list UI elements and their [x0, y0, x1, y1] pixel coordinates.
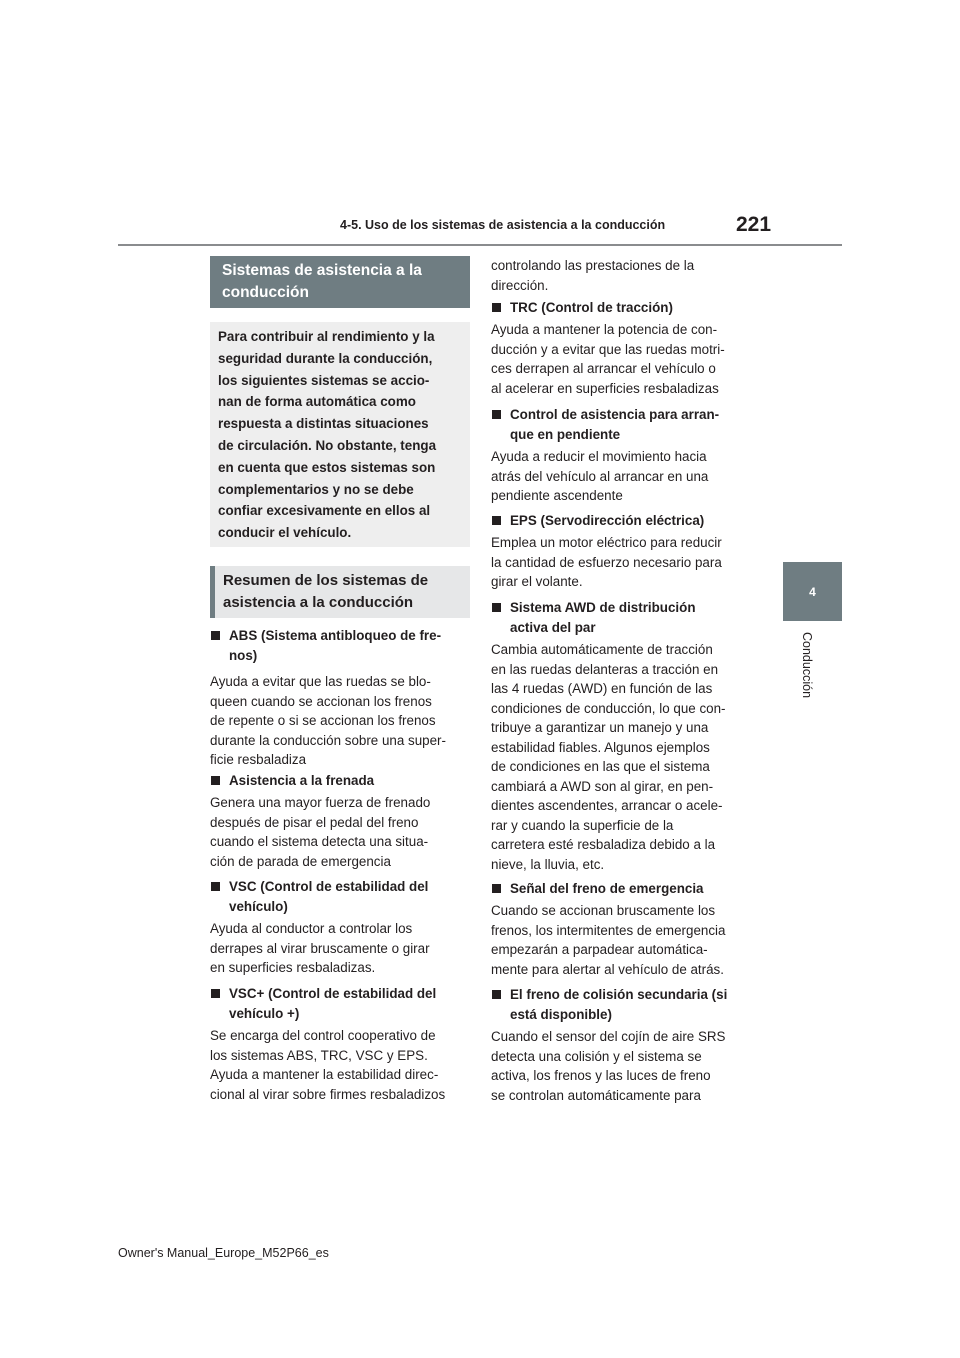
intro-box	[210, 322, 470, 547]
header-rule	[118, 244, 842, 246]
text-line: Se encarga del control cooperativo de	[210, 1028, 436, 1043]
chapter-label: Conducción	[800, 632, 814, 699]
text-line: en las ruedas delanteras a tracción en	[491, 661, 719, 677]
item-description	[210, 1026, 470, 1104]
chapter-tab	[783, 562, 842, 621]
running-header-title: 4-5. Uso de los sistemas de asistencia a la conducción	[340, 218, 666, 232]
item-title	[210, 771, 470, 791]
item-description	[491, 640, 747, 874]
chapter-side-label	[800, 632, 814, 712]
text-line: cional al virar sobre firmes resbaladizos	[210, 1086, 446, 1102]
text-line: nieve, la lluvia, etc.	[491, 856, 605, 872]
item-description	[491, 1027, 747, 1105]
text-line: Cuando el sensor del cojín de aire SRS	[491, 1029, 726, 1044]
text-line: girar el volante.	[491, 574, 583, 589]
square-bullet-icon	[211, 631, 220, 640]
item-title	[491, 298, 747, 318]
square-bullet-icon	[211, 776, 220, 785]
text-line: Emplea un motor eléctrico para reducir	[491, 535, 722, 550]
text-line: estabilidad fiables. Algunos ejemplos	[491, 739, 710, 755]
text-line: en cuenta que estos sistemas son	[218, 459, 436, 475]
text-line: de repente o si se accionan los frenos	[210, 713, 436, 728]
text-line: dientes ascendentes, arrancar o acele-	[491, 798, 723, 813]
text-line: VSC (Control de estabilidad del	[229, 879, 429, 894]
item-title	[491, 511, 747, 531]
text-line: Ayuda a mantener la estabilidad direc-	[210, 1067, 439, 1082]
text-line: seguridad durante la conducción,	[218, 350, 433, 366]
text-line: Cambia automáticamente de tracción	[491, 642, 713, 657]
text-line: Cuando se accionan bruscamente los	[491, 903, 716, 918]
text-line: cuando el sistema detecta una situa-	[210, 834, 429, 849]
text-line: después de pisar el pedal del freno	[210, 814, 419, 830]
text-line: controlando las prestaciones de la	[491, 258, 695, 273]
section-heading-summary: Resumen de los sistemas de asistencia a la conducción	[210, 566, 470, 618]
text-line: ABS (Sistema antibloqueo de fre-	[229, 628, 442, 643]
page-number: 221	[736, 213, 772, 236]
text-line: ducción y a evitar que las ruedas motri-	[491, 341, 725, 357]
text-line: TRC (Control de tracción)	[510, 300, 673, 315]
text-line: vehículo +)	[229, 1005, 300, 1021]
item-title	[210, 877, 470, 916]
text-line: complementarios y no se debe	[218, 481, 414, 497]
text-line: Ayuda a evitar que las ruedas se blo-	[210, 674, 431, 689]
square-bullet-icon	[492, 303, 501, 312]
text-line: El freno de colisión secundaria (si	[510, 987, 728, 1002]
text-line: ces derrapen al arrancar el vehículo o	[491, 361, 716, 376]
text-line: derrapes al virar bruscamente o girar	[210, 940, 430, 956]
text-line: los siguientes sistemas se accio-	[218, 372, 430, 388]
square-bullet-icon	[211, 882, 220, 891]
text-line: Ayuda a reducir el movimiento hacia	[491, 449, 707, 464]
text-line: nos)	[229, 647, 258, 663]
square-bullet-icon	[492, 410, 501, 419]
item-description	[491, 901, 747, 979]
text-line: VSC+ (Control de estabilidad del	[229, 986, 437, 1001]
text-line: EPS (Servodirección eléctrica)	[510, 513, 705, 528]
text-line: Para contribuir al rendimiento y la	[218, 329, 435, 344]
text-line: Genera una mayor fuerza de frenado	[210, 795, 431, 810]
text-line: los sistemas ABS, TRC, VSC y EPS.	[210, 1047, 428, 1063]
text-line: confiar excesivamente en ellos al	[218, 503, 431, 519]
item-title	[491, 879, 747, 899]
text-line: de condiciones en las que el sistema	[491, 759, 710, 774]
text-line: se controlan automáticamente para	[491, 1087, 701, 1103]
item-title	[491, 405, 747, 444]
item-description	[210, 919, 470, 978]
square-bullet-icon	[211, 989, 220, 998]
text-line: dirección.	[491, 277, 549, 293]
item-title	[491, 985, 747, 1024]
text-line: ción de parada de emergencia	[210, 853, 391, 869]
text-line: frenos, los intermitentes de emergencia	[491, 922, 726, 938]
text-line: activa del par	[510, 619, 596, 635]
text-line: respuesta a distintas situaciones	[218, 416, 429, 432]
text-line: Ayuda al conductor a controlar los	[210, 921, 413, 936]
text-line: conducir el vehículo.	[218, 525, 352, 541]
text-line: carretera esté resbaladiza debido a la	[491, 837, 716, 852]
text-line: condiciones de conducción, lo que con-	[491, 700, 726, 716]
text-line: Señal del freno de emergencia	[510, 881, 704, 896]
square-bullet-icon	[492, 516, 501, 525]
text-line: la cantidad de esfuerzo necesario para	[491, 554, 722, 570]
text-line: mente para alertar al vehículo de atrás.	[491, 961, 724, 977]
text-line: Asistencia a la frenada	[229, 773, 375, 788]
text-line: al acelerar en superficies resbaladizas	[491, 380, 719, 396]
text-line: tribuye a garantizar un manejo y una	[491, 720, 709, 735]
item-description	[491, 447, 747, 506]
item-description	[210, 672, 470, 770]
continuation-text	[491, 256, 747, 295]
text-line: nan de forma automática como	[218, 394, 416, 410]
item-title	[210, 984, 470, 1023]
text-line: queen cuando se accionan los frenos	[210, 693, 432, 709]
text-line: que en pendiente	[510, 426, 621, 442]
item-description	[491, 533, 747, 592]
text-line: activa, los frenos y las luces de freno	[491, 1068, 711, 1083]
text-line: está disponible)	[510, 1006, 612, 1022]
text-line: Control de asistencia para arran-	[510, 407, 720, 422]
text-line: Ayuda a mantener la potencia de con-	[491, 322, 718, 337]
text-line: Sistema AWD de distribución	[510, 600, 696, 615]
text-line: durante la conducción sobre una super-	[210, 732, 446, 748]
text-line: detecta una colisión y el sistema se	[491, 1048, 702, 1064]
square-bullet-icon	[492, 603, 501, 612]
text-line: rar y cuando la superficie de la	[491, 817, 674, 833]
item-description	[210, 793, 470, 871]
text-line: empezarán a parpadear automática-	[491, 942, 708, 957]
text-line: atrás del vehículo al arrancar en una	[491, 468, 709, 484]
text-line: vehículo)	[229, 898, 288, 914]
footer-text: Owner's Manual_Europe_M52P66_es	[118, 1246, 329, 1260]
square-bullet-icon	[492, 884, 501, 893]
text-line: en superficies resbaladizas.	[210, 960, 376, 975]
text-line: de circulación. No obstante, tenga	[218, 437, 437, 453]
text-line: las 4 ruedas (AWD) en función de las	[491, 681, 713, 696]
item-description	[491, 320, 747, 398]
item-title	[491, 598, 747, 637]
text-line: pendiente ascendente	[491, 488, 623, 503]
text-line: ficie resbaladiza	[210, 752, 307, 767]
item-title	[210, 626, 470, 665]
section-heading-driving-assist: Sistemas de asistencia a la conducción	[210, 256, 470, 308]
chapter-number: 4	[809, 584, 816, 599]
square-bullet-icon	[492, 990, 501, 999]
text-line: cambiará a AWD son al girar, en pen-	[491, 778, 714, 794]
